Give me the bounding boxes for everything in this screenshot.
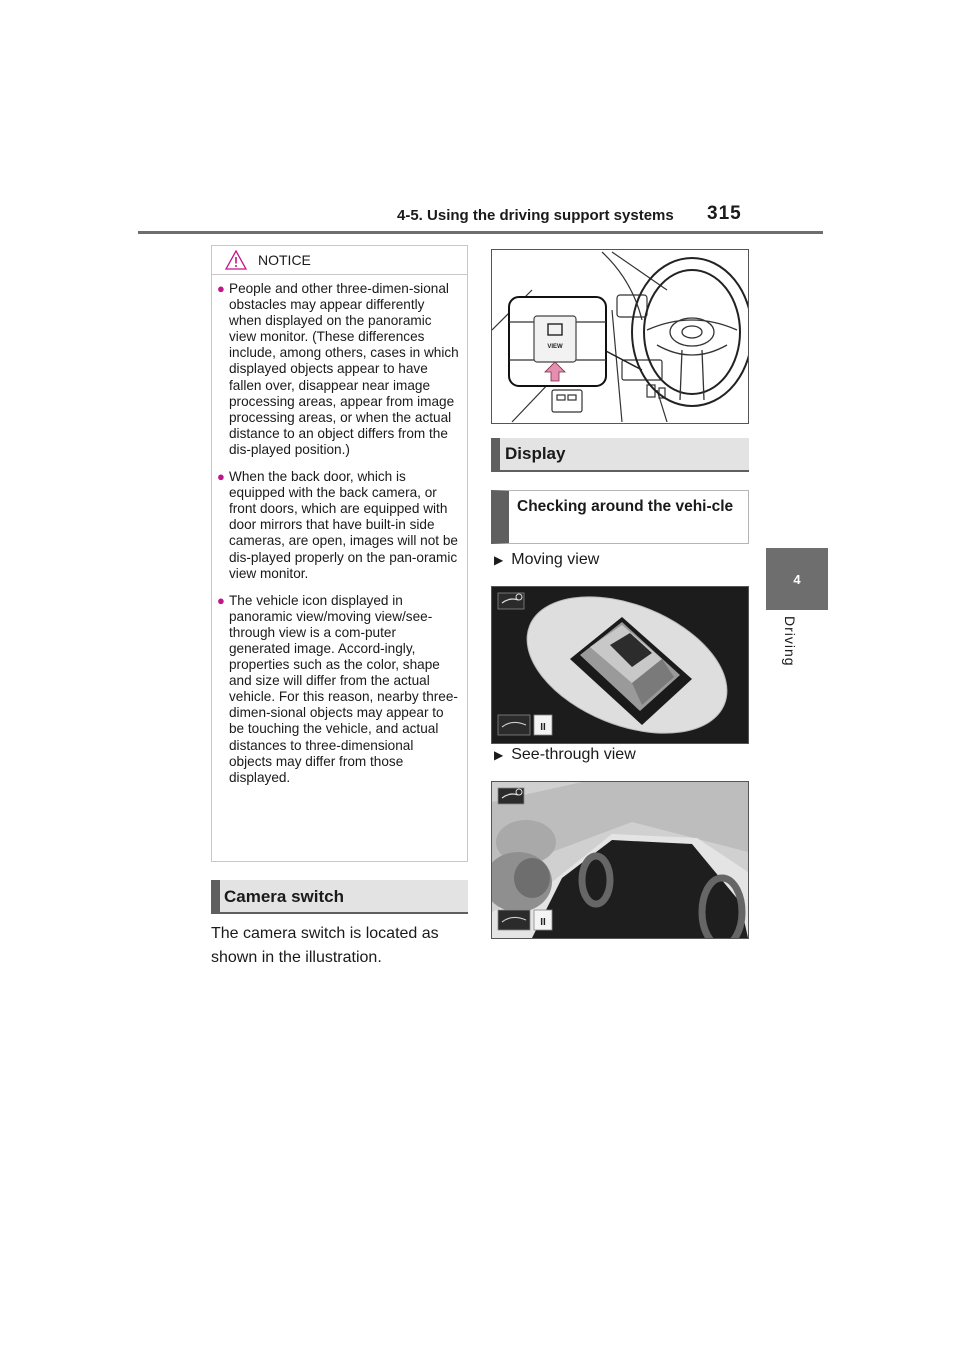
notice-header xyxy=(212,246,467,275)
see-through-view-illustration xyxy=(491,781,749,939)
notice-item-text: People and other three-dimen-sional obstacles may appear differently when displayed on the panoramic view monitor. (These differences include, among others, cases in which displayed objects appear to have fallen over, disappear near image processing areas, appear from image processing areas, or when the actual distance to an object differs from the dis-played position.) xyxy=(229,281,459,457)
pause-label: II xyxy=(540,722,546,733)
page-number: 315 xyxy=(707,203,742,224)
bullet-icon: ● xyxy=(217,281,225,296)
notice-list xyxy=(212,275,467,786)
moving-view-screen xyxy=(492,587,748,743)
bullet-icon: ● xyxy=(217,592,225,608)
checking-around-vehicle-heading: Checking around the vehi-cle xyxy=(491,490,749,544)
pause-label: II xyxy=(540,917,546,928)
dashboard-drawing xyxy=(492,250,748,423)
moving-view-illustration xyxy=(491,586,749,744)
display-heading: Display xyxy=(491,438,749,472)
notice-box xyxy=(211,245,468,862)
see-through-view-text: See-through view xyxy=(511,746,636,763)
section-title: 4-5. Using the driving support systems xyxy=(397,207,674,224)
triangle-right-icon: ▶ xyxy=(494,553,504,567)
camera-switch-description: The camera switch is located as shown in the illustration. xyxy=(211,925,439,966)
chapter-tab: 4 xyxy=(766,548,828,610)
chapter-label: Driving xyxy=(782,616,798,667)
camera-switch-heading: Camera switch xyxy=(211,880,468,914)
notice-item-text: The vehicle icon displayed in panoramic view/moving view/see-through view is a com-puter generated image. Accord-ingly, properties such as the color, shape and size will differ from the actual vehicle. For this reason, nearby three-dimen-sional objects may appear to be touching the vehicle, and actual distances to three-dimensional objects may differ from those displayed. xyxy=(229,592,458,785)
notice-item xyxy=(217,593,459,786)
notice-title: NOTICE xyxy=(258,252,311,268)
notice-item-text: When the back door, which is equipped with the back camera, or front doors, which are equipped with door mirrors that have built-in side cameras, are open, images will not be dis-played properly on the pan-oramic view monitor. xyxy=(229,469,458,581)
notice-item xyxy=(217,281,459,458)
view-switch-label: VIEW xyxy=(547,344,563,350)
header-rule xyxy=(138,231,823,234)
moving-view-text: Moving view xyxy=(511,551,600,568)
see-through-view-label xyxy=(494,746,636,764)
camera-switch-illustration xyxy=(491,249,749,424)
moving-view-label xyxy=(494,551,599,569)
warning-icon xyxy=(225,250,247,270)
notice-item xyxy=(217,469,459,582)
bullet-icon: ● xyxy=(217,469,225,485)
triangle-right-icon: ▶ xyxy=(494,748,504,762)
see-through-view-screen xyxy=(492,782,748,938)
